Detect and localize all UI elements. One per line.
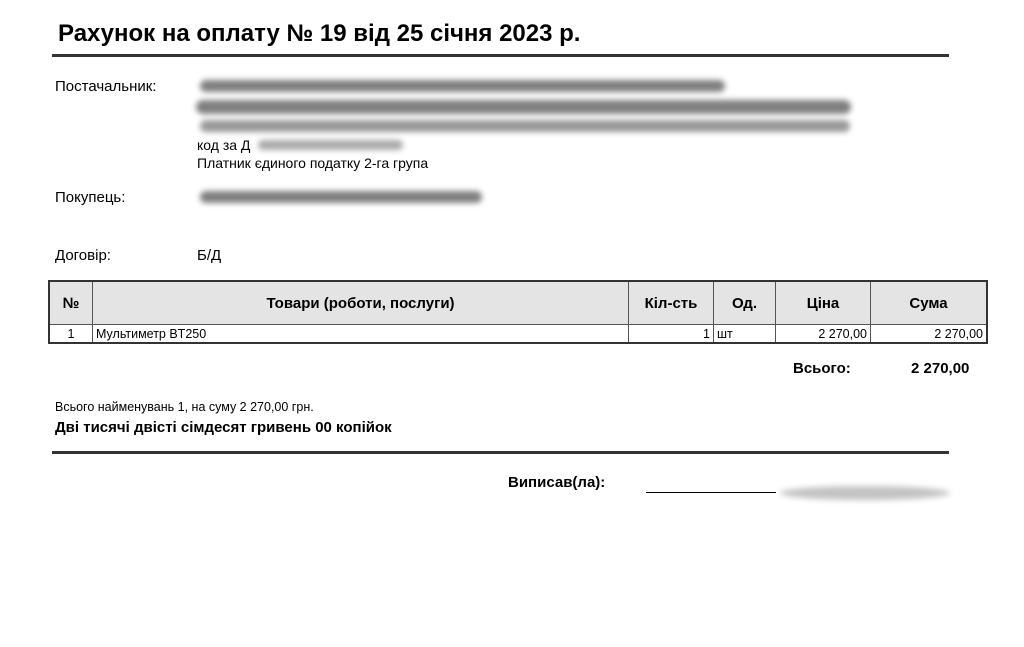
signature-label: Виписав(ла):: [508, 474, 606, 491]
redacted-buyer-name: [200, 191, 482, 203]
row-price: 2 270,00: [776, 325, 871, 344]
row-sum: 2 270,00: [871, 325, 988, 344]
table-row: [49, 325, 987, 344]
contract-value: Б/Д: [197, 247, 222, 264]
total-label: Всього:: [793, 360, 851, 377]
redacted-supplier-code: [258, 140, 403, 150]
supplier-code: [197, 137, 250, 153]
total-value: 2 270,00: [911, 360, 970, 377]
header-unit: Од.: [714, 281, 776, 325]
header-quantity: Кіл-сть: [629, 281, 714, 325]
row-quantity: 1: [629, 325, 714, 344]
redacted-supplier-name: [200, 80, 725, 92]
summary-count: Всього найменувань 1, на суму 2 270,00 грн.: [55, 400, 314, 414]
header-price: Ціна: [776, 281, 871, 325]
signature-line: [646, 492, 776, 493]
header-goods: Товари (роботи, послуги): [93, 281, 629, 325]
row-name: Мультиметр BT250: [93, 325, 629, 344]
header-sum: Сума: [871, 281, 988, 325]
title-divider: [52, 54, 949, 57]
table-header-row: [49, 281, 987, 325]
summary-divider: [52, 451, 949, 454]
items-table: [48, 280, 988, 344]
supplier-tax-note: Платник єдиного податку 2-га група: [197, 155, 429, 171]
supplier-label: Постачальник:: [55, 78, 157, 95]
redacted-signature: [780, 486, 950, 500]
summary-words: Дві тисячі двісті сімдесят гривень 00 копійок: [55, 419, 392, 436]
row-number: 1: [49, 325, 93, 344]
redacted-supplier-address: [196, 100, 851, 114]
redacted-supplier-details: [200, 120, 850, 132]
contract-label: Договір:: [55, 247, 111, 264]
supplier-code-prefix: код за Д: [197, 137, 251, 153]
header-number: №: [49, 281, 93, 325]
row-unit: шт: [714, 325, 776, 344]
buyer-label: Покупець:: [55, 189, 126, 206]
invoice-title: Рахунок на оплату № 19 від 25 січня 2023 р.: [58, 20, 581, 47]
